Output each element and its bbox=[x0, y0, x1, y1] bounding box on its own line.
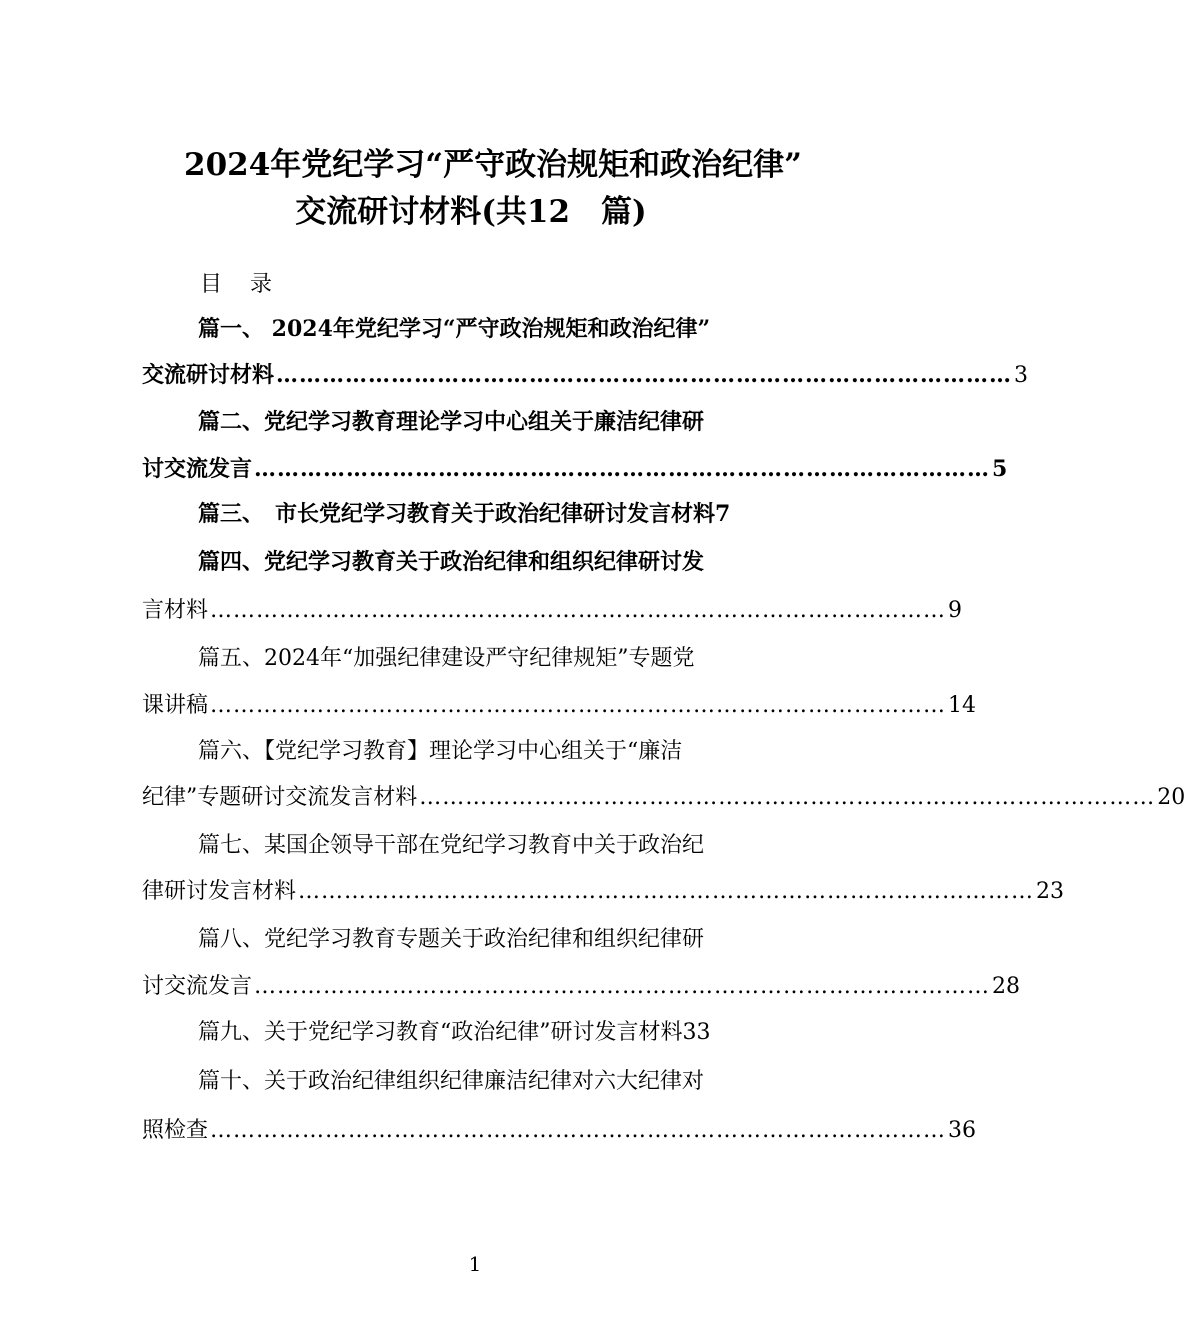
toc-entry-10-continuation bbox=[142, 1118, 977, 1143]
toc-entry-6-continuation bbox=[142, 785, 1185, 810]
toc-entry-5-continuation bbox=[142, 693, 977, 718]
toc-entry-5-title: 篇五、2024年“加强纪律建设严守纪律规矩”专题党 bbox=[198, 646, 695, 671]
toc-entry-3-title: 篇三、 市长党纪学习教育关于政治纪律研讨发言材料7 bbox=[198, 501, 731, 527]
toc-entry-2-title: 篇二、党纪学习教育理论学习中心组关于廉洁纪律研 bbox=[198, 409, 705, 435]
toc-entry-5-page: 14 bbox=[948, 693, 977, 718]
toc-entry-2-text: 讨交流发言 bbox=[142, 456, 253, 482]
toc-entry-7-continuation bbox=[142, 879, 1065, 904]
toc-entry-2-continuation bbox=[142, 456, 1008, 482]
toc-leader-dots: …………………………………………………………………………………… bbox=[210, 1118, 947, 1143]
toc-entry-6-title: 篇六、【党纪学习教育】理论学习中心组关于“廉洁 bbox=[198, 739, 683, 764]
toc-entry-4-title: 篇四、党纪学习教育关于政治纪律和组织纪律研讨发 bbox=[198, 549, 705, 575]
toc-leader-dots: …………………………………………………………………………………… bbox=[210, 693, 947, 718]
toc-leader-dots: …………………………………………………………………………………… bbox=[419, 785, 1156, 810]
toc-entry-7-text: 律研讨发言材料 bbox=[142, 879, 297, 904]
toc-leader-dots: …………………………………………………………………………………… bbox=[298, 879, 1035, 904]
toc-entry-10-page: 36 bbox=[948, 1118, 977, 1143]
toc-entry-1-title: 篇一、 2024年党纪学习“严守政治规矩和政治纪律” bbox=[198, 316, 711, 342]
toc-leader-dots: …………………………………………………………………………………… bbox=[254, 456, 991, 482]
toc-entry-10-text: 照检查 bbox=[142, 1118, 209, 1143]
toc-entry-8-title: 篇八、党纪学习教育专题关于政治纪律和组织纪律研 bbox=[198, 927, 705, 952]
toc-leader-dots: …………………………………………………………………………………… bbox=[276, 362, 1013, 388]
toc-entry-1-continuation bbox=[142, 362, 1029, 388]
toc-leader-dots: …………………………………………………………………………………… bbox=[210, 598, 947, 623]
toc-entry-4-text: 言材料 bbox=[142, 598, 209, 623]
toc-entry-9-title: 篇九、关于党纪学习教育“政治纪律”研讨发言材料33 bbox=[198, 1020, 711, 1045]
toc-entry-8-text: 讨交流发言 bbox=[142, 974, 253, 999]
toc-entry-7-page: 23 bbox=[1036, 879, 1065, 904]
toc-entry-8-page: 28 bbox=[992, 974, 1021, 999]
toc-entry-2-page: 5 bbox=[992, 456, 1008, 482]
page-number: 1 bbox=[468, 1252, 482, 1276]
toc-entry-6-text: 纪律”专题研讨交流发言材料 bbox=[142, 785, 418, 810]
toc-entry-1-text: 交流研讨材料 bbox=[142, 362, 275, 388]
document-title-line-2: 交流研讨材料(共12 篇) bbox=[295, 194, 647, 230]
toc-heading: 目录 bbox=[200, 272, 301, 297]
toc-entry-4-page: 9 bbox=[948, 598, 963, 623]
toc-entry-5-text: 课讲稿 bbox=[142, 693, 209, 718]
toc-leader-dots: …………………………………………………………………………………… bbox=[254, 974, 991, 999]
toc-entry-6-page: 20 bbox=[1157, 785, 1185, 810]
toc-entry-10-title: 篇十、关于政治纪律组织纪律廉洁纪律对六大纪律对 bbox=[198, 1069, 705, 1094]
toc-entry-7-title: 篇七、某国企领导干部在党纪学习教育中关于政治纪 bbox=[198, 833, 705, 858]
toc-entry-4-continuation bbox=[142, 598, 963, 623]
document-title-line-1: 2024年党纪学习“严守政治规矩和政治纪律” bbox=[184, 147, 802, 183]
toc-entry-1-page: 3 bbox=[1014, 363, 1029, 388]
toc-entry-8-continuation bbox=[142, 974, 1021, 999]
